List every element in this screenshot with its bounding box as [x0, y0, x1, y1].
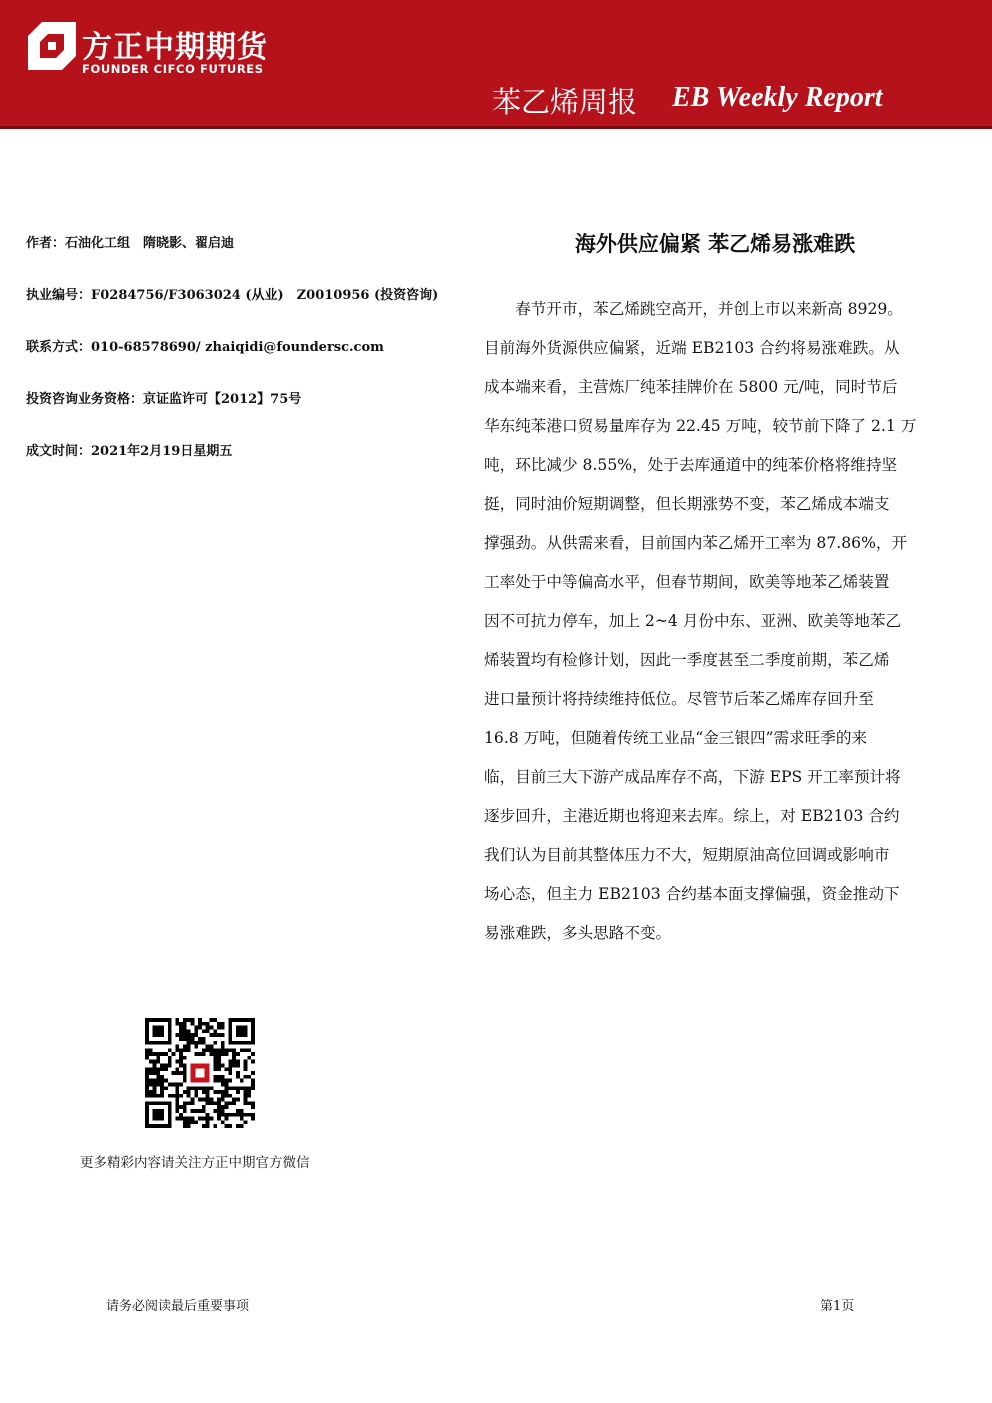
body-line: 华东纯苯港口贸易量库存为 22.45 万吨，较节前下降了 2.1 万 [484, 417, 917, 435]
body-line: 临，目前三大下游产成品库存不高，下游 EPS 开工率预计将 [484, 768, 901, 786]
body-line: 进口量预计将持续维持低位。尽管节后苯乙烯库存回升至 [484, 690, 874, 708]
wechat-qr-code[interactable] [145, 1018, 255, 1128]
body-line: 16.8 万吨，但随着传统工业品“金三银四”需求旺季的来 [484, 729, 868, 747]
qr-caption: 更多精彩内容请关注方正中期官方微信 [80, 1155, 310, 1171]
meta-author: 作者：石油化工组 隋晓影、翟启迪 [26, 236, 235, 251]
body-line: 易涨难跌，多头思路不变。 [484, 924, 672, 942]
body-line: 烯装置均有检修计划，因此一季度甚至二季度前期，苯乙烯 [484, 651, 890, 669]
meta-qualification: 投资咨询业务资格：京证监许可【2012】75号 [26, 392, 302, 407]
meta-date: 成文时间：2021年2月19日星期五 [26, 444, 233, 459]
body-line: 我们认为目前其整体压力不大，短期原油高位回调或影响市 [484, 846, 890, 864]
founder-logo-icon [28, 22, 76, 70]
company-name-cn: 方正中期期货 [82, 30, 268, 65]
article-title: 海外供应偏紧 苯乙烯易涨难跌 [574, 232, 856, 256]
header-divider [0, 126, 992, 129]
body-line: 撑强劲。从供需来看，目前国内苯乙烯开工率为 87.86%，开 [484, 534, 908, 552]
footer-disclaimer-notice: 请务必阅读最后重要事项 [106, 1299, 250, 1314]
body-line: 吨，环比减少 8.55%，处于去库通道中的纯苯价格将维持坚 [484, 456, 898, 474]
body-line: 因不可抗力停车，加上 2~4 月份中东、亚洲、欧美等地苯乙 [484, 612, 902, 630]
page-number: 第1页 [820, 1299, 855, 1314]
body-line: 场心态，但主力 EB2103 合约基本面支撑偏强，资金推动下 [484, 885, 900, 903]
body-line: 工率处于中等偏高水平，但春节期间，欧美等地苯乙烯装置 [484, 573, 890, 591]
body-line: 目前海外货源供应偏紧，近端 EB2103 合约将易涨难跌。从 [484, 339, 900, 357]
body-line: 挺，同时油价短期调整，但长期涨势不变，苯乙烯成本端支 [484, 495, 890, 513]
report-header [0, 0, 992, 126]
report-title-en: EB Weekly Report [672, 82, 883, 113]
report-title-cn: 苯乙烯周报 [492, 85, 638, 119]
body-line: 逐步回升，主港近期也将迎来去库。综上，对 EB2103 合约 [484, 807, 900, 825]
meta-contact: 联系方式：010-68578690/ zhaiqidi@foundersc.com [26, 340, 384, 355]
article-body [484, 290, 946, 953]
body-line: 春节开市，苯乙烯跳空高开，并创上市以来新高 8929。 [484, 300, 903, 318]
meta-license: 执业编号：F0284756/F3063024 (从业) Z0010956 (投资咨询) [26, 288, 439, 303]
company-name-en: FOUNDER CIFCO FUTURES [82, 62, 264, 76]
author-info [26, 232, 466, 492]
body-line: 成本端来看，主营炼厂纯苯挂牌价在 5800 元/吨，同时节后 [484, 378, 898, 396]
